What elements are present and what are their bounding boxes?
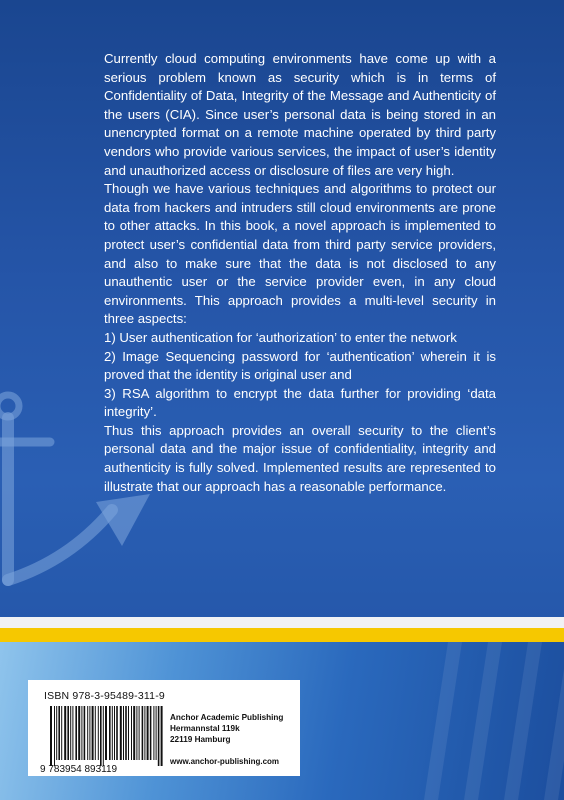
divider-band-white — [0, 617, 564, 628]
barcode — [40, 706, 168, 774]
barcode-bar — [89, 706, 90, 760]
blurb-list-item: 2) Image Sequencing password for ‘authentication’ wherein it is proved that the identity is original user and — [104, 348, 496, 383]
barcode-bar — [131, 706, 132, 760]
barcode-bar — [128, 706, 129, 760]
barcode-bar — [58, 706, 60, 760]
barcode-bar — [144, 706, 145, 760]
blurb-paragraph: Though we have various techniques and algorithms to protect our data from hackers and intruders still cloud environments are prone to other attacks. In this book, a novel approach is implemented to protect user’s confidential data from third party service providers, and also to make sure that the data is not disclosed to any unauthentic user or the service provider even, in any cloud environments. This approach provides a multi-level security in three aspects: — [104, 181, 496, 327]
publisher-name: Anchor Academic Publishing — [170, 713, 284, 722]
publisher-url: www.anchor-publishing.com — [170, 757, 280, 766]
barcode-bar — [92, 706, 94, 760]
barcode-bar — [67, 706, 69, 760]
barcode-bar — [98, 706, 99, 760]
barcode-bar — [156, 706, 157, 760]
barcode-bar — [75, 706, 77, 760]
barcode-bar — [133, 706, 135, 760]
barcode-bar — [72, 706, 73, 760]
barcode-panel — [28, 680, 300, 776]
barcode-bar — [153, 706, 154, 760]
barcode-bar — [61, 706, 62, 760]
barcode-bar — [125, 706, 127, 760]
barcode-bar — [114, 706, 115, 760]
barcode-bar — [147, 706, 149, 760]
barcode-bar — [78, 706, 80, 760]
barcode-bar — [120, 706, 122, 760]
publisher-street: Hermannstal 119k — [170, 724, 240, 733]
back-cover-blurb — [104, 50, 496, 496]
barcode-bar — [95, 706, 96, 760]
barcode-bar — [109, 706, 111, 760]
isbn-label: ISBN 978-3-95489-311-9 — [44, 690, 165, 702]
barcode-bar — [150, 706, 152, 760]
blurb-list-item: 1) User authentication for ‘authorization’ to enter the network — [104, 329, 457, 345]
barcode-bar — [56, 706, 57, 760]
barcode-bar — [81, 706, 82, 760]
barcode-bar — [136, 706, 137, 760]
barcode-bar — [54, 706, 55, 766]
barcode-bar — [105, 706, 107, 760]
barcode-bar — [50, 706, 52, 766]
blurb-paragraph: Thus this approach provides an overall security to the client’s personal data and the major issue of confidentiality, integrity and authenticity is fully solved. Implemented results are represented to illustrate that our approach has a reasonable performance. — [104, 422, 496, 494]
barcode-bar — [84, 706, 86, 760]
publisher-city: 22119 Hamburg — [170, 735, 231, 744]
barcode-bar — [123, 706, 124, 760]
barcode-bar — [100, 706, 102, 766]
divider-band-yellow — [0, 628, 564, 642]
barcode-bar — [142, 706, 144, 760]
barcode-bar — [161, 706, 163, 766]
decorative-stripes — [404, 642, 564, 800]
barcode-bar — [139, 706, 140, 760]
barcode-bar — [116, 706, 118, 760]
blurb-list-item: 3) RSA algorithm to encrypt the data further for providing ‘data integrity’. — [104, 385, 496, 420]
barcode-bar — [158, 706, 160, 766]
barcode-digits: 9 783954 893119 — [40, 764, 118, 774]
blurb-paragraph: Currently cloud computing environments have come up with a serious problem known as security which is in terms of Confidentiality of Data, Integrity of the Message and Authenticity of the users (CIA). Since user’s personal data is being stored in an unencrypted format on a remote machine operated by third party vendors who provide various services, the impact of user’s identity and unauthorized access or disclosure of files are very high. — [104, 51, 496, 178]
barcode-bar — [87, 706, 88, 760]
barcode-bar — [103, 706, 104, 766]
publisher-address — [170, 712, 283, 745]
barcode-bar — [64, 706, 66, 760]
barcode-bar — [70, 706, 71, 760]
barcode-bar — [112, 706, 113, 760]
